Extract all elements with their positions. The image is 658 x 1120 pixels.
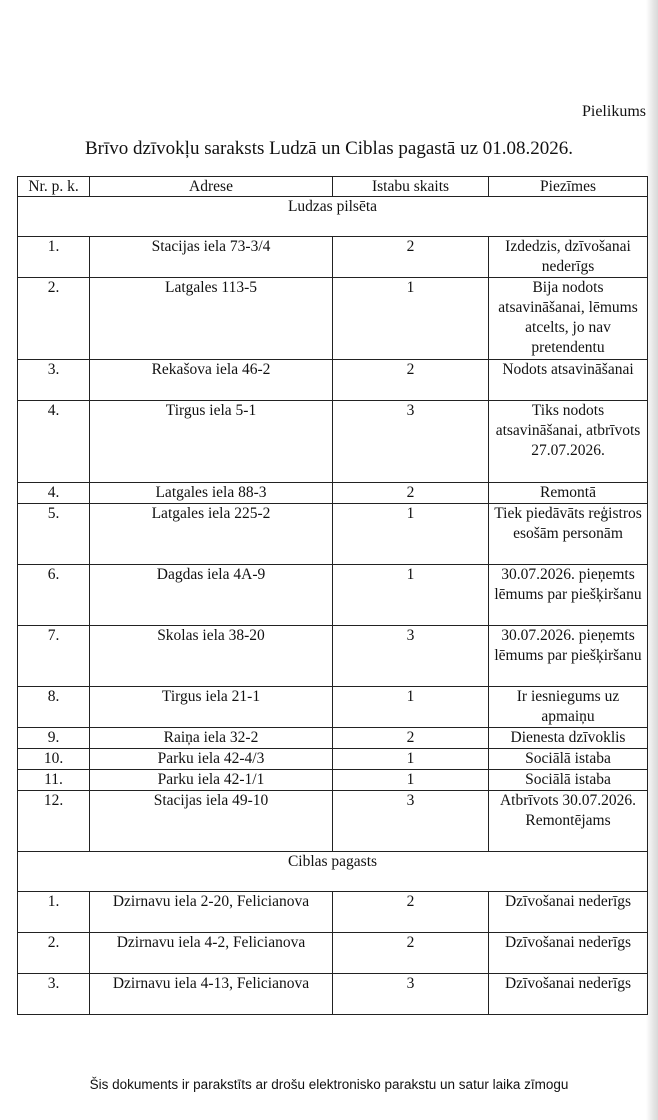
signature-note: Šis dokuments ir parakstīts ar drošu elektronisko parakstu un satur laika zīmogu [89, 1077, 569, 1092]
cell-number: 6. [18, 565, 90, 626]
cell-notes: Atbrīvots 30.07.2026. Remontējams [489, 791, 648, 852]
cell-notes: Dzīvošanai nederīgs [489, 892, 648, 933]
cell-number: 2. [18, 933, 90, 974]
table-header-row [18, 177, 648, 197]
cell-address: Raiņa iela 32-2 [90, 728, 333, 749]
cell-notes: Dzīvošanai nederīgs [489, 933, 648, 974]
cell-notes: 30.07.2026. pieņemts lēmums par piešķiršanu [489, 565, 648, 626]
cell-address: Tirgus iela 5-1 [90, 401, 333, 483]
cell-rooms: 1 [333, 687, 489, 728]
cell-notes: Ir iesniegums uz apmaiņu [489, 687, 648, 728]
cell-number: 1. [18, 892, 90, 933]
cell-number: 11. [18, 770, 90, 791]
table-row [18, 278, 648, 360]
table-row [18, 791, 648, 852]
cell-notes: Izdedzis, dzīvošanai nederīgs [489, 237, 648, 278]
cell-address: Latgales 113-5 [90, 278, 333, 360]
table-row [18, 237, 648, 278]
section-row [18, 852, 648, 892]
table-row [18, 728, 648, 749]
section-row [18, 197, 648, 237]
section-title: Ciblas pagasts [18, 852, 648, 892]
table-row [18, 565, 648, 626]
table-row [18, 770, 648, 791]
cell-number: 1. [18, 237, 90, 278]
cell-address: Stacijas iela 73-3/4 [90, 237, 333, 278]
table-row [18, 626, 648, 687]
cell-address: Latgales iela 225-2 [90, 504, 333, 565]
cell-notes: Bija nodots atsavināšanai, lēmums atcelts, jo nav pretendentu [489, 278, 648, 360]
cell-address: Stacijas iela 49-10 [90, 791, 333, 852]
cell-address: Tirgus iela 21-1 [90, 687, 333, 728]
cell-notes: 30.07.2026. pieņemts lēmums par piešķiršanu [489, 626, 648, 687]
section-title: Ludzas pilsēta [18, 197, 648, 237]
cell-number: 3. [18, 974, 90, 1015]
cell-address: Dzirnavu iela 4-13, Felicianova [90, 974, 333, 1015]
cell-address: Dzirnavu iela 4-2, Felicianova [90, 933, 333, 974]
cell-number: 4. [18, 401, 90, 483]
column-header-number: Nr. p. k. [18, 177, 90, 197]
cell-notes: Tiek piedāvāts reģistros esošām personām [489, 504, 648, 565]
cell-rooms: 2 [333, 237, 489, 278]
appendix-label: Pielikums [581, 103, 646, 120]
document-title: Brīvo dzīvokļu saraksts Ludzā un Ciblas pagastā uz 01.08.2026. [84, 138, 574, 159]
table-row [18, 504, 648, 565]
table-row [18, 483, 648, 504]
cell-notes: Sociālā istaba [489, 770, 648, 791]
cell-notes: Dienesta dzīvoklis [489, 728, 648, 749]
cell-number: 4. [18, 483, 90, 504]
cell-rooms: 2 [333, 892, 489, 933]
cell-rooms: 1 [333, 565, 489, 626]
table-body [18, 197, 648, 1015]
cell-number: 7. [18, 626, 90, 687]
table-row [18, 401, 648, 483]
table-row [18, 360, 648, 401]
column-header-rooms: Istabu skaits [333, 177, 489, 197]
cell-rooms: 2 [333, 483, 489, 504]
cell-notes: Tiks nodots atsavināšanai, atbrīvots 27.07.2026. [489, 401, 648, 483]
cell-number: 2. [18, 278, 90, 360]
cell-rooms: 1 [333, 278, 489, 360]
table-row [18, 687, 648, 728]
cell-address: Dzirnavu iela 2-20, Felicianova [90, 892, 333, 933]
cell-number: 9. [18, 728, 90, 749]
cell-notes: Nodots atsavināšanai [489, 360, 648, 401]
cell-address: Dagdas iela 4A-9 [90, 565, 333, 626]
cell-number: 5. [18, 504, 90, 565]
cell-number: 10. [18, 749, 90, 770]
cell-rooms: 3 [333, 626, 489, 687]
table-row [18, 933, 648, 974]
cell-address: Skolas iela 38-20 [90, 626, 333, 687]
table-row [18, 892, 648, 933]
cell-rooms: 1 [333, 770, 489, 791]
cell-notes: Dzīvošanai nederīgs [489, 974, 648, 1015]
cell-address: Rekašova iela 46-2 [90, 360, 333, 401]
cell-rooms: 3 [333, 401, 489, 483]
column-header-notes: Piezīmes [489, 177, 648, 197]
table-row [18, 749, 648, 770]
cell-rooms: 2 [333, 360, 489, 401]
apartments-table [17, 176, 648, 1015]
cell-rooms: 3 [333, 791, 489, 852]
cell-address: Parku iela 42-4/3 [90, 749, 333, 770]
column-header-address: Adrese [90, 177, 333, 197]
cell-rooms: 1 [333, 504, 489, 565]
cell-rooms: 2 [333, 933, 489, 974]
table-row [18, 974, 648, 1015]
cell-notes: Remontā [489, 483, 648, 504]
cell-rooms: 1 [333, 749, 489, 770]
cell-rooms: 3 [333, 974, 489, 1015]
cell-address: Latgales iela 88-3 [90, 483, 333, 504]
cell-number: 12. [18, 791, 90, 852]
cell-notes: Sociālā istaba [489, 749, 648, 770]
cell-rooms: 2 [333, 728, 489, 749]
cell-number: 8. [18, 687, 90, 728]
cell-number: 3. [18, 360, 90, 401]
cell-address: Parku iela 42-1/1 [90, 770, 333, 791]
